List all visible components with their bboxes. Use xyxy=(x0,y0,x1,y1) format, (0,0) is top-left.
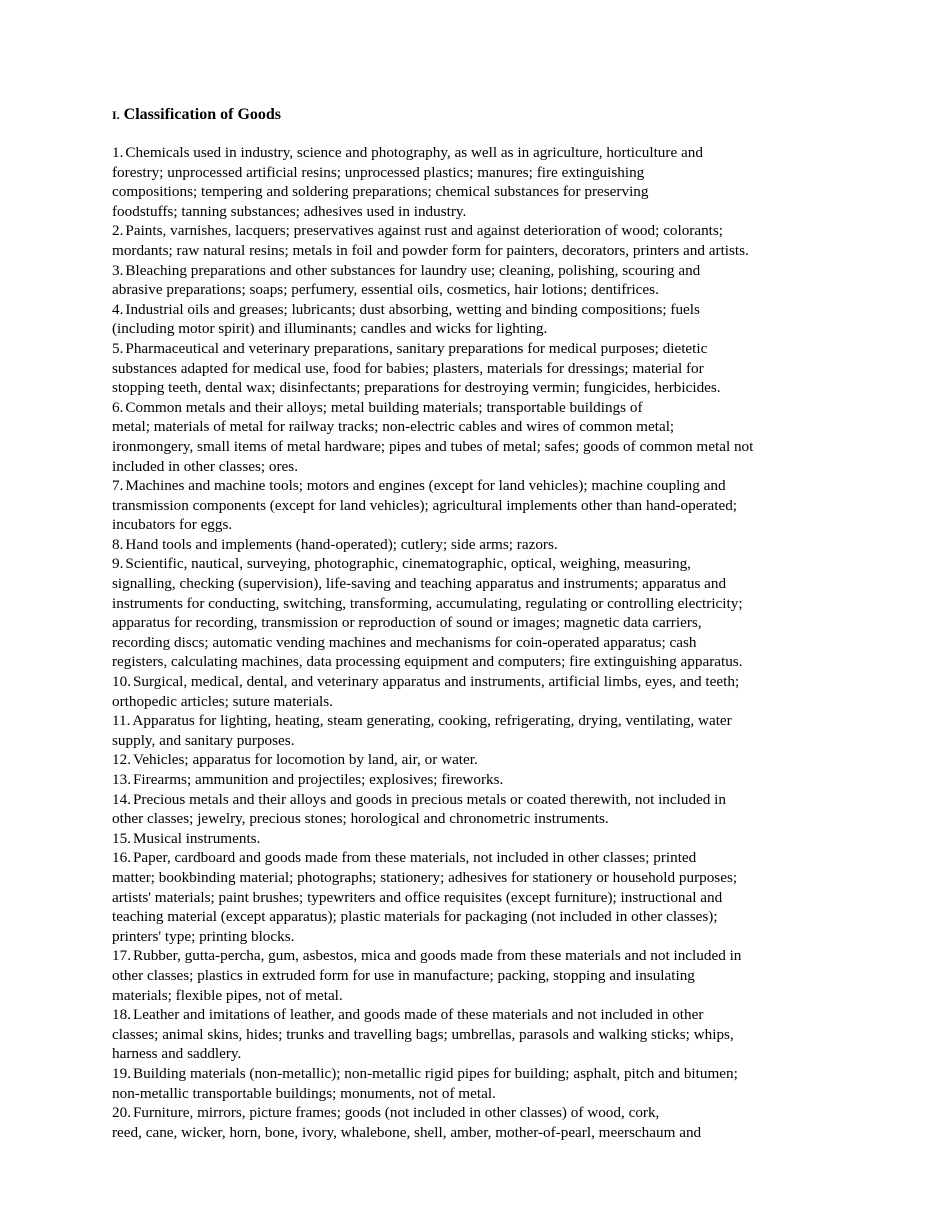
class-number: 11. xyxy=(112,712,131,730)
class-item-line xyxy=(112,966,842,986)
class-description: mordants; raw natural resins; metals in foil and powder form for painters, decorators, printers and artists. xyxy=(112,241,749,259)
class-number: 8. xyxy=(112,535,124,553)
class-item-line xyxy=(112,770,842,790)
class-item-line xyxy=(112,848,842,868)
class-item-line xyxy=(112,535,842,555)
class-item-line xyxy=(112,1044,842,1064)
class-number: 10. xyxy=(112,673,131,691)
class-item-line xyxy=(112,574,842,594)
class-number: 20. xyxy=(112,1104,131,1122)
class-description: Paper, cardboard and goods made from these materials, not included in other classes; printed xyxy=(132,849,697,867)
class-number: 13. xyxy=(112,771,131,788)
class-description: supply, and sanitary purposes. xyxy=(112,731,295,749)
class-item-line xyxy=(112,261,842,281)
class-item-line xyxy=(112,515,842,535)
class-item-line xyxy=(112,1064,842,1084)
class-item-line xyxy=(112,359,842,379)
class-item-line xyxy=(112,868,842,888)
class-description: Surgical, medical, dental, and veterinary apparatus and instruments, artificial limbs, eyes, and teeth; xyxy=(132,673,740,691)
class-item-line xyxy=(112,1123,842,1143)
class-item-line xyxy=(112,457,842,477)
class-number: 19. xyxy=(112,1064,131,1082)
class-description: metal; materials of metal for railway tracks; non-electric cables and wires of common metal; xyxy=(112,418,675,436)
class-number: 7. xyxy=(112,477,124,495)
class-description: instruments for conducting, switching, transforming, accumulating, regulating or controlling electricity; xyxy=(112,594,743,612)
class-description: substances adapted for medical use, food for babies; plasters, materials for dressings; material for xyxy=(112,359,704,377)
class-description: Building materials (non-metallic); non-metallic rigid pipes for building; asphalt, pitch and bitumen; xyxy=(132,1064,738,1082)
class-item-line xyxy=(112,672,842,692)
class-description: reed, cane, wicker, horn, bone, ivory, whalebone, shell, amber, mother-of-pearl, meerschaum and xyxy=(112,1123,702,1141)
class-item-line xyxy=(112,182,842,202)
class-item-line xyxy=(112,711,842,731)
class-description: Industrial oils and greases; lubricants; dust absorbing, wetting and binding compositions; fuels xyxy=(125,300,700,318)
class-item xyxy=(112,554,842,672)
class-item-line xyxy=(112,1084,842,1104)
class-description: abrasive preparations; soaps; perfumery, essential oils, cosmetics, hair lotions; dentifrices. xyxy=(112,281,659,299)
class-item-line xyxy=(112,202,842,222)
class-item xyxy=(112,770,842,790)
class-description: Firearms; ammunition and projectiles; explosives; fireworks. xyxy=(132,771,504,788)
class-item-line xyxy=(112,633,842,653)
class-item-line xyxy=(112,554,842,574)
class-item-line xyxy=(112,829,842,849)
classes-list xyxy=(112,143,842,1142)
class-description: registers, calculating machines, data processing equipment and computers; fire extinguishing apparatus. xyxy=(112,653,743,671)
class-item xyxy=(112,790,842,829)
class-description: non-metallic transportable buildings; monuments, not of metal. xyxy=(112,1084,496,1102)
class-item-line xyxy=(112,339,842,359)
document-page xyxy=(112,104,842,1142)
class-item-line xyxy=(112,750,842,770)
class-item xyxy=(112,339,842,398)
class-description: stopping teeth, dental wax; disinfectants; preparations for destroying vermin; fungicides, herbicides. xyxy=(112,379,721,397)
class-item-line xyxy=(112,398,842,418)
class-number: 15. xyxy=(112,829,131,847)
class-description: Bleaching preparations and other substances for laundry use; cleaning, polishing, scouring and xyxy=(125,261,701,279)
class-item xyxy=(112,221,842,260)
class-item xyxy=(112,750,842,770)
class-description: Machines and machine tools; motors and engines (except for land vehicles); machine coupling and xyxy=(125,477,726,495)
class-item-line xyxy=(112,241,842,261)
class-number: 3. xyxy=(112,261,124,279)
class-description: foodstuffs; tanning substances; adhesives used in industry. xyxy=(112,202,467,220)
class-description: Paints, varnishes, lacquers; preservatives against rust and against deterioration of wood; colorants; xyxy=(125,222,724,240)
class-description: Vehicles; apparatus for locomotion by land, air, or water. xyxy=(132,751,478,769)
class-item-line xyxy=(112,927,842,947)
class-description: Scientific, nautical, surveying, photographic, cinematographic, optical, weighing, measuring, xyxy=(125,555,691,573)
class-number: 17. xyxy=(112,947,131,965)
class-description: Chemicals used in industry, science and photography, as well as in agriculture, horticulture and xyxy=(125,144,703,161)
class-item-line xyxy=(112,476,842,496)
class-description: forestry; unprocessed artificial resins; unprocessed plastics; manures; fire extinguishing xyxy=(112,163,645,181)
class-number: 18. xyxy=(112,1006,131,1024)
class-number: 16. xyxy=(112,849,131,867)
class-number: 4. xyxy=(112,300,124,318)
class-item-line xyxy=(112,378,842,398)
class-description: printers' type; printing blocks. xyxy=(112,927,295,945)
class-item-line xyxy=(112,437,842,457)
class-description: Pharmaceutical and veterinary preparations, sanitary preparations for medical purposes; dietetic xyxy=(125,339,708,357)
class-description: Precious metals and their alloys and goods in precious metals or coated therewith, not included in xyxy=(132,790,726,808)
class-number: 2. xyxy=(112,222,124,240)
section-numeral: I. xyxy=(112,108,120,122)
class-description: Hand tools and implements (hand-operated); cutlery; side arms; razors. xyxy=(125,535,558,553)
class-item-line xyxy=(112,143,842,163)
class-item-line xyxy=(112,1005,842,1025)
class-description: matter; bookbinding material; photographs; stationery; adhesives for stationery or household purposes; xyxy=(112,868,738,886)
class-item-line xyxy=(112,809,842,829)
class-description: artists' materials; paint brushes; typewriters and office requisites (except furniture); instructional and xyxy=(112,888,723,906)
class-item-line xyxy=(112,790,842,810)
class-item xyxy=(112,143,842,221)
class-item-line xyxy=(112,652,842,672)
class-number: 1. xyxy=(112,144,124,161)
class-item xyxy=(112,476,842,535)
class-description: materials; flexible pipes, not of metal. xyxy=(112,986,343,1004)
class-item xyxy=(112,711,842,750)
class-item-line xyxy=(112,613,842,633)
class-item-line xyxy=(112,319,842,339)
class-description: (including motor spirit) and illuminants; candles and wicks for lighting. xyxy=(112,320,548,338)
class-item-line xyxy=(112,1103,842,1123)
class-description: Common metals and their alloys; metal building materials; transportable buildings of xyxy=(125,398,643,416)
class-description: compositions; tempering and soldering preparations; chemical substances for preserving xyxy=(112,183,649,201)
class-item-line xyxy=(112,692,842,712)
class-number: 5. xyxy=(112,339,124,357)
class-item xyxy=(112,1064,842,1103)
class-description: incubators for eggs. xyxy=(112,516,233,534)
class-item-line xyxy=(112,888,842,908)
class-item-line xyxy=(112,417,842,437)
class-item-line xyxy=(112,1025,842,1045)
class-description: included in other classes; ores. xyxy=(112,457,298,475)
class-description: signalling, checking (supervision), life-saving and teaching apparatus and instruments; apparatus and xyxy=(112,575,727,593)
class-item xyxy=(112,300,842,339)
class-item xyxy=(112,398,842,476)
class-number: 12. xyxy=(112,751,131,769)
class-description: Musical instruments. xyxy=(132,829,261,847)
class-description: Leather and imitations of leather, and goods made of these materials and not included in other xyxy=(132,1006,704,1024)
class-item-line xyxy=(112,300,842,320)
class-item xyxy=(112,535,842,555)
class-item-line xyxy=(112,280,842,300)
class-description: ironmongery, small items of metal hardware; pipes and tubes of metal; safes; goods of common metal not xyxy=(112,437,754,455)
class-item xyxy=(112,672,842,711)
class-description: teaching material (except apparatus); plastic materials for packaging (not included in other classes); xyxy=(112,908,718,926)
class-item-line xyxy=(112,496,842,516)
class-item-line xyxy=(112,946,842,966)
class-number: 6. xyxy=(112,398,124,416)
class-description: other classes; jewelry, precious stones; horological and chronometric instruments. xyxy=(112,810,609,828)
class-description: recording discs; automatic vending machines and mechanisms for coin-operated apparatus; cash xyxy=(112,633,697,651)
class-item-line xyxy=(112,163,842,183)
class-item-line xyxy=(112,221,842,241)
class-description: transmission components (except for land vehicles); agricultural implements other than hand-operated; xyxy=(112,496,738,514)
class-description: apparatus for recording, transmission or reproduction of sound or images; magnetic data carriers, xyxy=(112,614,702,632)
class-item-line xyxy=(112,731,842,751)
section-title: Classification of Goods xyxy=(123,106,282,123)
class-description: other classes; plastics in extruded form for use in manufacture; packing, stopping and insulating xyxy=(112,966,695,984)
class-description: classes; animal skins, hides; trunks and travelling bags; umbrellas, parasols and walking sticks; whips, xyxy=(112,1025,734,1043)
class-item xyxy=(112,848,842,946)
class-item xyxy=(112,829,842,849)
section-heading xyxy=(112,104,842,126)
class-description: orthopedic articles; suture materials. xyxy=(112,692,333,710)
class-description: Furniture, mirrors, picture frames; goods (not included in other classes) of wood, cork, xyxy=(132,1104,660,1122)
class-item xyxy=(112,1103,842,1142)
class-item xyxy=(112,261,842,300)
class-item-line xyxy=(112,907,842,927)
class-item xyxy=(112,946,842,1005)
class-description: Rubber, gutta-percha, gum, asbestos, mica and goods made from these materials and not included in xyxy=(132,947,742,965)
class-number: 9. xyxy=(112,555,124,573)
class-item-line xyxy=(112,986,842,1006)
class-item xyxy=(112,1005,842,1064)
class-description: harness and saddlery. xyxy=(112,1045,242,1063)
class-description: Apparatus for lighting, heating, steam generating, cooking, refrigerating, drying, ventilating, water xyxy=(132,712,732,730)
class-item-line xyxy=(112,594,842,614)
class-number: 14. xyxy=(112,790,131,808)
